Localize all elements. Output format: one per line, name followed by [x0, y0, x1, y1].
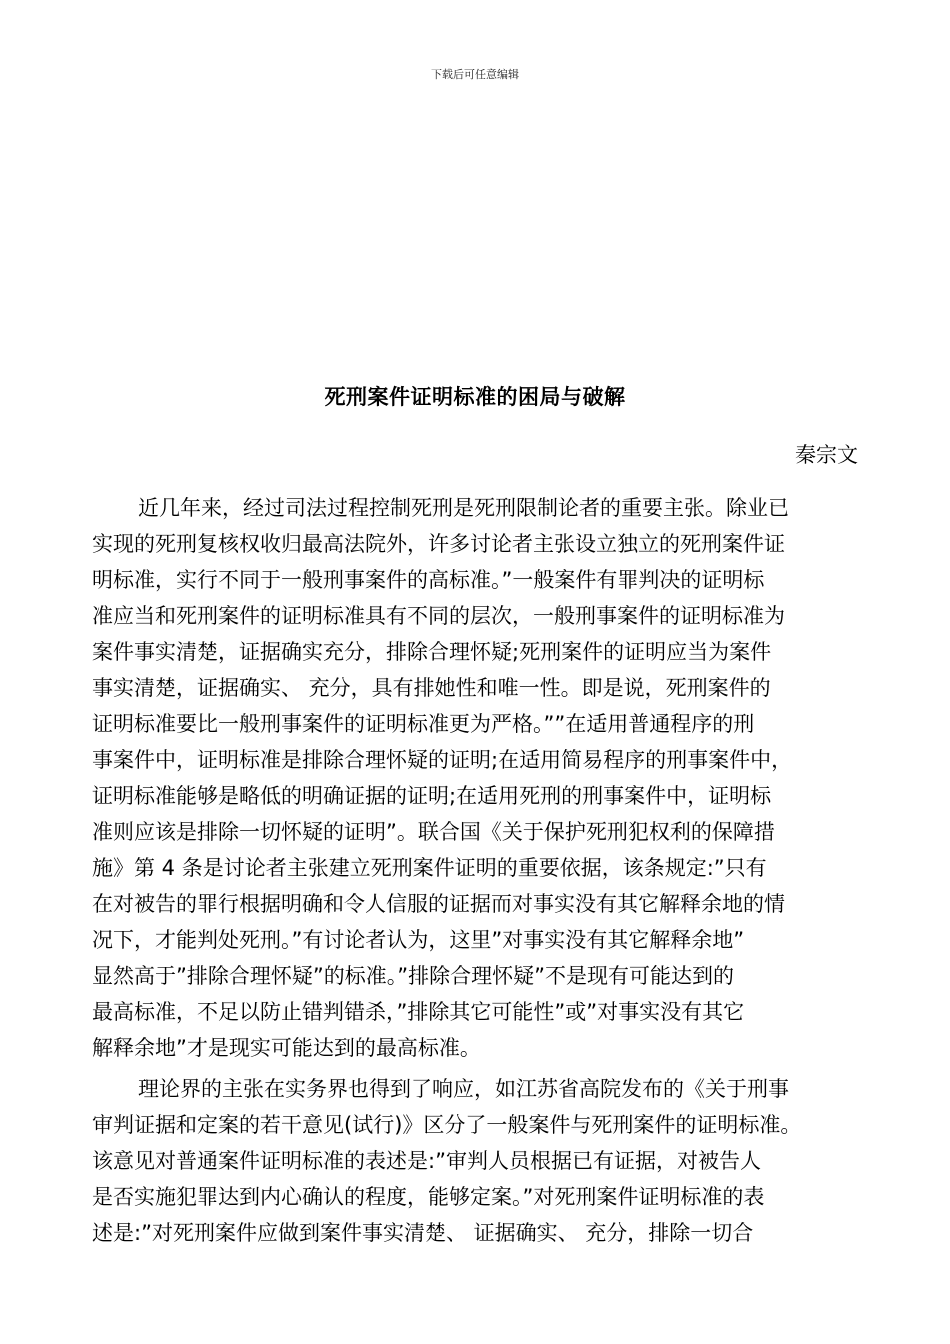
text-line: 准应当和死刑案件的证明标准具有不同的层次，一般刑事案件的证明标准为: [92, 604, 785, 628]
paragraph-2: [92, 1071, 858, 1251]
text-line: 最高标准，不足以防止错判错杀，”排除其它可能性”或”对事实没有其它: [92, 1000, 745, 1024]
paragraph-1: [92, 490, 858, 1066]
text-line: 事实清楚，证据确实、 充分，具有排她性和唯一性。即是说，死刑案件的: [92, 676, 771, 700]
text-line: 证明标准要比一般刑事案件的证明标准更为严格。””在适用普通程序的刑: [92, 712, 755, 736]
text-line: 在对被告的罪行根据明确和令人信服的证据而对事实没有其它解释余地的情: [92, 892, 785, 916]
document-title: 死刑案件证明标准的困局与破解: [324, 385, 626, 409]
text-line: 明标准，实行不同于一般刑事案件的高标准。”一般案件有罪判决的证明标: [92, 568, 765, 592]
text-line: 证明标准能够是略低的明确证据的证明;在适用死刑的刑事案件中，证明标: [92, 784, 772, 808]
text-line: 实现的死刑复核权收归最高法院外，许多讨论者主张设立独立的死刑案件证: [92, 532, 785, 556]
header-note: 下载后可任意编辑: [431, 68, 519, 81]
text-line: 事案件中，证明标准是排除合理怀疑的证明;在适用简易程序的刑事案件中，: [92, 748, 793, 772]
text-line: 显然高于”排除合理怀疑”的标准。”排除合理怀疑”不是现有可能达到的: [92, 964, 735, 988]
text-line: 案件事实清楚，证据确实充分，排除合理怀疑;死刑案件的证明应当为案件: [92, 640, 772, 664]
text-line: 述是:”对死刑案件应做到案件事实清楚、 证据确实、 充分，排除一切合: [92, 1221, 754, 1245]
text-line: 该意见对普通案件证明标准的表述是:”审判人员根据已有证据，对被告人: [92, 1149, 761, 1173]
text-line: 解释余地”才是现实可能达到的最高标准。: [92, 1036, 481, 1060]
text-line: 准则应该是排除一切怀疑的证明”。联合国《关于保护死刑犯权利的保障措: [92, 820, 775, 844]
author-name: 秦宗文: [795, 443, 858, 467]
text-line: 近几年来，经过司法过程控制死刑是死刑限制论者的重要主张。除业已: [138, 496, 789, 520]
text-line: 施》第 4 条是讨论者主张建立死刑案件证明的重要依据，该条规定:”只有: [92, 856, 767, 880]
text-line: 是否实施犯罪达到内心确认的程度，能够定案。”对死刑案件证明标准的表: [92, 1185, 765, 1209]
text-line: 审判证据和定案的若干意见(试行)》区分了一般案件与死刑案件的证明标准。: [92, 1113, 802, 1137]
text-line: 理论界的主张在实务界也得到了响应，如江苏省高院发布的《关于刑事: [138, 1077, 789, 1101]
text-line: 况下，才能判处死刑。”有讨论者认为，这里”对事实没有其它解释余地”: [92, 928, 745, 952]
